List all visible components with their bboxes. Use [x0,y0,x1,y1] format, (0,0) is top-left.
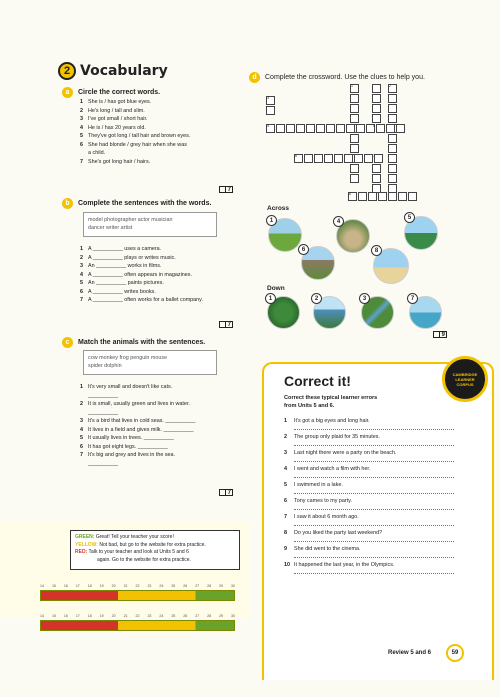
crossword-cell[interactable] [350,144,359,153]
clue-number: 1 [265,293,276,304]
crossword-number: 7 [373,154,375,158]
crossword-cell[interactable] [324,154,333,163]
score-bar [40,620,235,631]
correct-it-item [284,418,454,425]
crossword-cell[interactable] [306,124,315,133]
crossword-cell[interactable] [364,154,373,163]
across-label: Across [267,205,290,212]
list-item [80,279,250,288]
item-number: 7 [80,452,83,458]
score-scale-2 [40,614,235,631]
word-box-line: cow monkey frog penguin mouse [88,355,168,361]
item-text: It has got eight legs. __________ [88,443,168,450]
scale-tick: 21 [123,614,128,618]
item-number: 6 [80,141,83,148]
crossword-cell[interactable] [388,114,397,123]
scale-tick: 20 [111,584,116,588]
item-number: 1 [80,99,83,105]
item-number: 3 [80,263,83,269]
correct-it-box [262,362,494,680]
item-text: __________ [88,409,118,416]
crossword-cell[interactable] [372,94,381,103]
item-text: It usually lives in trees. __________ [88,435,174,441]
crossword-cell[interactable] [314,154,323,163]
list-item [80,262,250,271]
answer-line[interactable] [294,473,454,478]
list-item [80,409,255,418]
scale-tick: 25 [171,614,176,618]
crossword-cell[interactable] [350,104,359,113]
item-text: He is / has 20 years old. [88,124,146,131]
section-c-word-box [83,350,217,375]
crossword-number: 3 [267,96,269,100]
crossword-cell[interactable] [368,192,377,201]
crossword-number: 2 [389,84,391,88]
crossword-cell[interactable] [336,124,345,133]
answer-line[interactable] [294,569,454,574]
list-item [80,392,255,401]
red-label: RED: [75,549,88,555]
answer-line[interactable] [294,441,454,446]
item-text: It's big and grey and lives in the sea. [88,452,176,458]
scale-tick: 28 [207,614,212,618]
crossword-cell[interactable] [372,104,381,113]
correct-it-title: Correct it! [284,373,351,389]
crossword-cell[interactable] [398,192,407,201]
item-number: 4 [80,271,83,278]
item-text: a child. [88,150,106,156]
section-d-badge: d [249,72,260,83]
correct-it-item [284,546,454,553]
scale-tick: 14 [40,614,44,618]
cambridge-corpus-stamp: CAMBRIDGE LEARNER CORPUS [442,356,488,402]
crossword-number: 5 [373,124,375,128]
correct-it-item [284,482,454,489]
scale-tick: 15 [51,584,56,588]
scale-tick: 26 [183,614,188,618]
scale-tick: 22 [135,584,140,588]
item-number: 10 [284,562,290,568]
crossword-cell[interactable] [358,192,367,201]
item-number: 7 [284,514,287,520]
section-a-list [80,98,250,166]
clue-number: 8 [371,245,382,256]
item-number: 2 [80,107,83,114]
section-b-title: Complete the sentences with the words. [78,200,212,207]
page-number: 59 [446,644,464,662]
item-text: They've got long / tall hair and brown eyes. [88,133,191,139]
item-text: I saw it about 6 month ago. [294,514,359,520]
correct-it-item [284,434,454,441]
word-box-line: dancer writer artist [88,225,133,231]
item-number: 9 [284,546,287,552]
crossword-cell[interactable] [378,192,387,201]
scale-tick: 20 [111,614,116,618]
correct-it-item [284,450,454,457]
section-b-list [80,245,250,305]
crossword-cell[interactable] [388,134,397,143]
crossword-grid[interactable] [266,84,426,202]
scale-tick: 15 [51,614,56,618]
section-c-score-box[interactable]: 7 [219,489,233,496]
item-text: Last night there were a party on the beach. [294,450,397,456]
scale-tick: 24 [159,614,164,618]
crossword-cell[interactable] [350,174,359,183]
crossword-cell[interactable] [350,114,359,123]
scale-tick: 26 [183,584,188,588]
list-item [80,383,255,392]
down-label: Down [267,285,285,292]
crossword-number: 4 [267,124,269,128]
section-c-list [80,383,255,468]
item-text: It's very small and doesn't like cats. [88,384,173,390]
item-number: 5 [80,280,83,286]
item-text: __________ [88,392,118,399]
scale-tick: 17 [75,614,80,618]
list-item [80,417,255,426]
list-item [80,107,250,116]
crossword-cell[interactable] [276,124,285,133]
section-c-badge: c [62,337,73,348]
scale-tick: 17 [75,584,80,588]
item-number: 7 [80,297,83,303]
item-number: 2 [80,401,83,407]
intro-line: from Units 5 and 6. [284,403,335,409]
green-text: Great! Tell your teacher your score! [95,534,174,540]
crossword-number: 8 [349,192,351,196]
crossword-cell[interactable] [372,114,381,123]
red-text: Talk to your teacher and look at Units 5 and 6 [88,549,189,555]
crossword-cell[interactable] [346,124,355,133]
footer-label: Review 5 and 6 [388,650,432,656]
crossword-cell[interactable] [304,154,313,163]
section-a-heading [62,87,160,98]
crossword-cell[interactable] [372,164,381,173]
section-d-score-box[interactable]: 9 [433,331,447,338]
scale-tick: 30 [231,584,235,588]
crossword-cell[interactable] [408,192,417,201]
scale-tick: 24 [159,584,164,588]
section-d-heading [249,72,425,83]
item-number: 6 [80,288,83,295]
crossword-cell[interactable] [372,174,381,183]
section-b-word-box [83,212,217,237]
yellow-text: Not bad, but go to the website for extra practice. [99,541,206,548]
unit-number-badge: 2 [58,62,76,80]
item-number: 3 [80,418,83,424]
word-box-line: model photographer actor musician [88,217,173,223]
answer-line[interactable] [294,505,454,510]
crossword-cell[interactable] [266,106,275,115]
scale-tick: 14 [40,584,44,588]
crossword-cell[interactable] [388,94,397,103]
item-text: It happened the last year, in the Olympics. [294,562,395,568]
scale-tick: 22 [135,614,140,618]
crossword-cell[interactable] [388,144,397,153]
answer-line[interactable] [294,457,454,462]
item-text: It lives in a field and gives milk. __________ [88,426,194,433]
list-item [80,132,250,141]
correct-it-item [284,466,454,473]
answer-line[interactable] [294,489,454,494]
scale-tick: 27 [195,584,200,588]
crossword-cell[interactable] [388,154,397,163]
item-text: He's long / tall and slim. [88,107,145,114]
scale-tick: 29 [219,614,224,618]
crossword-cell[interactable] [354,154,363,163]
item-text: It is small, usually green and lives in water. [88,401,190,407]
item-text: A __________ uses a camera. [88,246,162,252]
crossword-cell[interactable] [376,124,385,133]
scale-tick: 18 [87,584,92,588]
item-text: An __________ paints pictures. [88,280,164,286]
correct-it-intro [284,394,377,410]
answer-line[interactable] [294,425,454,430]
clue-number: 2 [311,293,322,304]
score-scale-1 [40,584,235,601]
answer-line[interactable] [294,553,454,558]
item-text: An __________ works in films. [88,263,162,269]
section-b-heading [62,198,211,209]
list-item [80,426,255,435]
clue-number: 7 [407,293,418,304]
crossword-cell[interactable] [372,84,381,93]
item-text: A __________ often works for a ballet company. [88,297,203,303]
item-text: Do you liked the party last weekend? [294,530,383,536]
score-bar [40,590,235,601]
intro-line: Correct these typical learner errors [284,395,378,401]
item-number: 2 [80,254,83,261]
scale-tick: 16 [63,584,68,588]
item-number: 1 [284,418,287,424]
correct-it-list [284,418,454,578]
item-text: __________ [88,460,118,467]
page-title: Vocabulary [80,63,168,79]
item-text: She's got long hair / hairs. [88,158,151,165]
list-item [80,434,255,443]
item-text: She is / has got blue eyes. [88,99,152,105]
section-b-score-box[interactable]: 7 [219,321,233,328]
crossword-cell[interactable] [388,104,397,113]
clue-number: 3 [359,293,370,304]
green-label: GREEN: [75,534,95,540]
item-text: A __________ plays or writes music. [88,254,176,261]
scale-tick: 28 [207,584,212,588]
scale-tick: 27 [195,614,200,618]
scale-tick: 23 [147,614,152,618]
item-text: She had blonde / grey hair when she was [88,141,187,148]
section-a-score-box[interactable]: 7 [219,186,233,193]
scale-tick: 16 [63,614,68,618]
item-number: 4 [284,466,287,472]
scale-tick: 18 [87,614,92,618]
scale-tick: 19 [99,584,104,588]
list-item [80,288,250,297]
list-item [80,158,250,167]
list-item [80,245,250,254]
unit-header [58,62,168,80]
item-number: 4 [80,426,83,433]
crossword-cell[interactable] [374,154,383,163]
crossword-cell[interactable] [316,124,325,133]
list-item [80,296,250,305]
clue-number: 4 [333,216,344,227]
item-text: I swimmed in a lake. [294,482,343,488]
list-item [80,400,255,409]
list-item [80,254,250,263]
list-item [80,271,250,280]
crossword-cell[interactable] [334,154,343,163]
list-item [80,451,255,460]
correct-it-item [284,498,454,505]
crossword-cell[interactable] [388,164,397,173]
item-number: 5 [80,435,83,441]
item-number: 1 [80,384,83,390]
word-box-line: spider dolphin [88,363,122,369]
crossword-cell[interactable] [388,174,397,183]
clue-number: 1 [266,215,277,226]
crossword-cell[interactable] [326,124,335,133]
item-text: I went and watch a film with her. [294,466,371,472]
item-text: The group only plaid for 35 minutes. [294,434,381,440]
crossword-cell[interactable] [350,134,359,143]
section-a-badge: a [62,87,73,98]
crossword-cell[interactable] [396,124,405,133]
item-number: 5 [80,133,83,139]
answer-line[interactable] [294,521,454,526]
scale-tick: 23 [147,584,152,588]
yellow-label: YELLOW: [75,541,98,548]
item-text: Tony cames to my party. [294,498,353,504]
clue-number: 6 [298,244,309,255]
crossword-cell[interactable] [296,124,305,133]
scale-tick: 25 [171,584,176,588]
section-a-title: Circle the correct words. [78,89,161,96]
item-text: A __________ writes books. [88,288,156,295]
list-item [80,443,255,452]
crossword-cell[interactable] [344,154,353,163]
list-item [80,98,250,107]
item-number: 8 [284,530,287,536]
item-number: 1 [80,246,83,252]
crossword-cell[interactable] [356,124,365,133]
list-item [80,149,250,158]
item-number: 7 [80,158,83,165]
crossword-cell[interactable] [388,192,397,201]
answer-line[interactable] [294,537,454,542]
item-text: It's got a big eyes and long hair. [294,418,370,424]
clue-number: 5 [404,212,415,223]
list-item [80,141,250,150]
scale-tick: 29 [219,584,224,588]
crossword-cell[interactable] [286,124,295,133]
item-number: 3 [284,450,287,456]
section-d-title: Complete the crossword. Use the clues to help you. [265,74,425,81]
crossword-number: 1 [351,84,353,88]
correct-it-item [284,514,454,521]
item-number: 3 [80,116,83,122]
item-text: It's a bird that lives in cold seas. __________ [88,418,196,424]
crossword-number: 6 [295,154,297,158]
item-number: 5 [284,482,287,488]
item-number: 2 [284,434,287,440]
scale-tick: 21 [123,584,128,588]
section-c-heading [62,337,205,348]
crossword-cell[interactable] [386,124,395,133]
item-number: 4 [80,124,83,131]
crossword-cell[interactable] [350,94,359,103]
scale-tick: 19 [99,614,104,618]
list-item [80,124,250,133]
section-b-badge: b [62,198,73,209]
list-item [80,460,255,469]
feedback-legend [70,530,240,570]
section-c-title: Match the animals with the sentences. [78,339,206,346]
item-text: A __________ often appears in magazines. [88,271,192,278]
list-item [80,115,250,124]
crossword-cell[interactable] [350,164,359,173]
item-text: She did went to the cinema. [294,546,361,552]
item-text: I've got small / short hair. [88,116,148,122]
item-number: 6 [80,443,83,450]
red-text-continued: again. Go to the website for extra practice. [97,556,191,563]
item-number: 6 [284,498,287,504]
crossword-cell[interactable] [372,184,381,193]
correct-it-item [284,530,454,537]
correct-it-item [284,562,454,569]
scale-tick: 30 [231,614,235,618]
score-feedback-panel [0,522,250,617]
